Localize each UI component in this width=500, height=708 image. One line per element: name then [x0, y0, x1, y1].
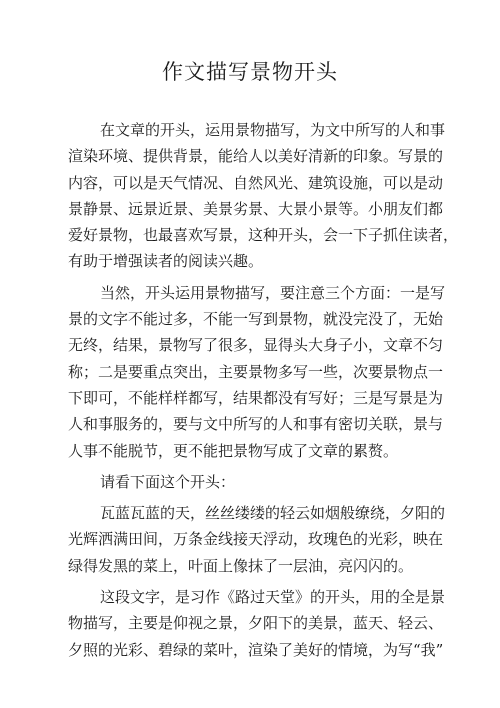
- text-line: 渲染环境、提供背景，能给人以美好清新的印象。写景的: [68, 147, 444, 166]
- text-line: 物描写，主要是仰视之景，夕阳下的美景，蓝天、轻云、: [68, 614, 444, 633]
- paragraph: [68, 280, 446, 464]
- text-line: 在文章的开头，运用景物描写，为文中所写的人和事: [100, 121, 446, 139]
- text-line: 请看下面这个开头：: [100, 472, 236, 491]
- paragraph: [68, 117, 459, 275]
- document-body: [68, 117, 459, 663]
- document-title: 作文描写景物开头: [162, 60, 338, 84]
- text-line: 下即可，不能样样都写，结果都没有写好；三是写景是为: [68, 388, 444, 407]
- text-line: 人事不能脱节，更不能把景物写成了文章的累赘。: [68, 441, 399, 460]
- paragraph: [68, 500, 446, 579]
- text-line: 爱好景物，也最喜欢写景，这种开头，会一下子抓住读者，: [68, 226, 459, 245]
- text-line: 这段文字，是习作《路过天堂》的开头，用的全是景: [100, 588, 446, 607]
- text-line: 无终，结果，景物写了很多，显得头大身子小，文章不匀: [68, 336, 444, 355]
- paragraph: [68, 469, 420, 495]
- text-line: 夕照的光彩、碧绿的菜叶，渲染了美好的情境，为写“我”: [68, 640, 444, 659]
- text-line: 景的文字不能过多，不能一写到景物，就没完没了，无始: [68, 310, 444, 329]
- text-line: 景静景、远景近景、美景劣景、大景小景等。小朋友们都: [68, 199, 444, 218]
- text-line: 瓦蓝瓦蓝的天，丝丝缕缕的轻云如烟般缭绕，夕阳的: [100, 504, 446, 523]
- text-line: 光辉洒满田间，万条金线接天浮动，玫瑰色的光彩，映在: [68, 530, 444, 549]
- text-line: 有助于增强读者的阅读兴趣。: [68, 252, 264, 271]
- text-line: 人和事服务的，要与文中所写的人和事有密切关联，景与: [68, 415, 444, 434]
- text-line: 绿得发黑的菜上，叶面上像抹了一层油，亮闪闪的。: [68, 556, 414, 575]
- paragraph: [68, 584, 446, 663]
- text-line: 内容，可以是天气情况、自然风光、建筑设施，可以是动: [68, 173, 444, 192]
- text-line: 称；二是要重点突出，主要景物多写一些，次要景物点一: [68, 362, 444, 381]
- text-line: 当然，开头运用景物描写，要注意三个方面：一是写: [100, 283, 446, 302]
